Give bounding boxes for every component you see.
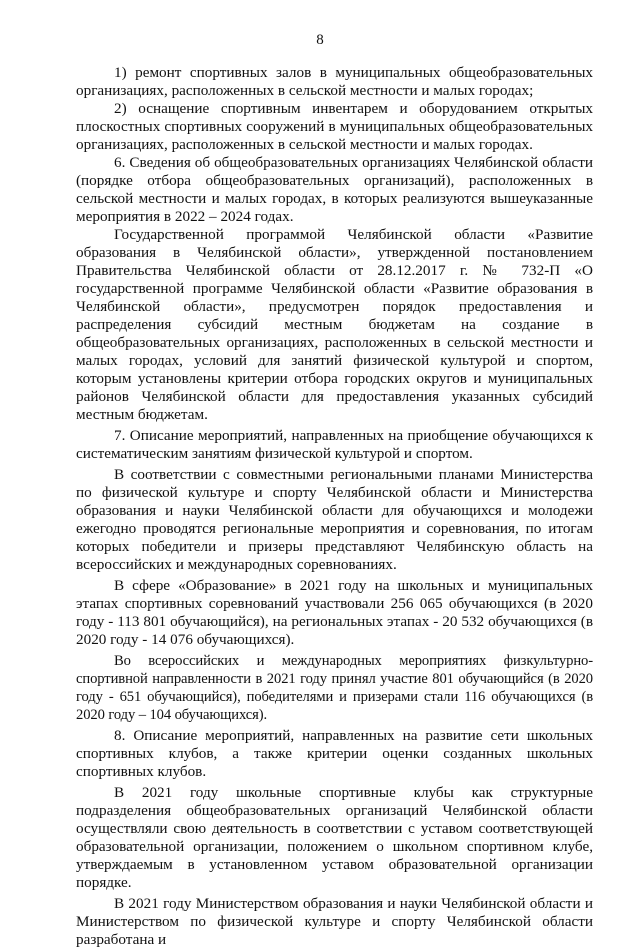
paragraph-ministry-development: В 2021 году Министерством образования и науки Челябинской области и Министерством по физической культуре и спорту Челябинской области разработана и	[76, 895, 593, 948]
paragraph-regional-plans: В соответствии с совместными региональными планами Министерства по физической культуре и спорту Челябинской области и Министерства образования и науки Челябинской области для обучающихся и молодежи ежегодно проводятся региональные мероприятия и соревнования, по итогам которых победители и призеры представляют Челябинскую область на всероссийских и международных соревнованиях.	[76, 466, 593, 573]
paragraph-section-7-heading: 7. Описание мероприятий, направленных на приобщение обучающихся к систематическим занятиям физической культурой и спортом.	[76, 427, 593, 462]
paragraph-state-program: Государственной программой Челябинской области «Развитие образования в Челябинской области», утвержденной постановлением Правительства Челябинской области от 28.12.2017 г. № 732-П «О государственной программе Челябинской области «Развитие образования в Челябинской области», предусмотрен порядок предоставления и распределения субсидий местным бюджетам на создание в общеобразовательных организациях, расположенных в сельской местности и малых городах, условий для занятий физической культурой и спортом, которым установлены критерии отбора городских округов и муниципальных районов Челябинской области для предоставления указанных субсидий местным бюджетам.	[76, 226, 593, 423]
paragraph-section-8-heading: 8. Описание мероприятий, направленных на развитие сети школьных спортивных клубов, а также критерии оценки созданных школьных спортивных клубов.	[76, 727, 593, 780]
paragraph-section-6-heading: 6. Сведения об общеобразовательных организациях Челябинской области (порядке отбора общеобразовательных организаций), расположенных в сельской местности и малых городах, в которых реализуются вышеуказанные мероприятия в 2022 – 2024 годах.	[76, 154, 593, 225]
paragraph-school-sports-clubs: В 2021 году школьные спортивные клубы как структурные подразделения общеобразовательных организаций Челябинской области осуществляли свою деятельность в соответствии с уставом соответствующей образовательной организации, положением о школьном спортивном клубе, утверждаемым в установленном уставом образовательной организации порядке.	[76, 784, 593, 891]
page-number: 8	[316, 32, 324, 48]
paragraph-repair-gyms: 1) ремонт спортивных залов в муниципальных общеобразовательных организациях, расположенных в сельской местности и малых городах;	[76, 64, 593, 99]
paragraph-international-events: Во всероссийских и международных мероприятиях физкультурно-спортивной направленности в 2021 году принял участие 801 обучающийся (в 2020 году - 651 обучающийся), победителями и призерами стали 116 обучающихся (в 2020 году – 104 обучающихся).	[76, 653, 593, 723]
paragraph-sports-equipment: 2) оснащение спортивным инвентарем и оборудованием открытых плоскостных спортивных сооружений в муниципальных общеобразовательных организациях, расположенных в сельской местности и малых городах.	[76, 100, 593, 153]
paragraph-school-competitions: В сфере «Образование» в 2021 году на школьных и муниципальных этапах спортивных соревнований участвовали 256 065 обучающихся (в 2020 году - 113 801 обучающийся), на региональных этапах - 20 532 обучающихся (в 2020 году - 14 076 обучающихся).	[76, 577, 593, 648]
document-body	[76, 64, 593, 949]
